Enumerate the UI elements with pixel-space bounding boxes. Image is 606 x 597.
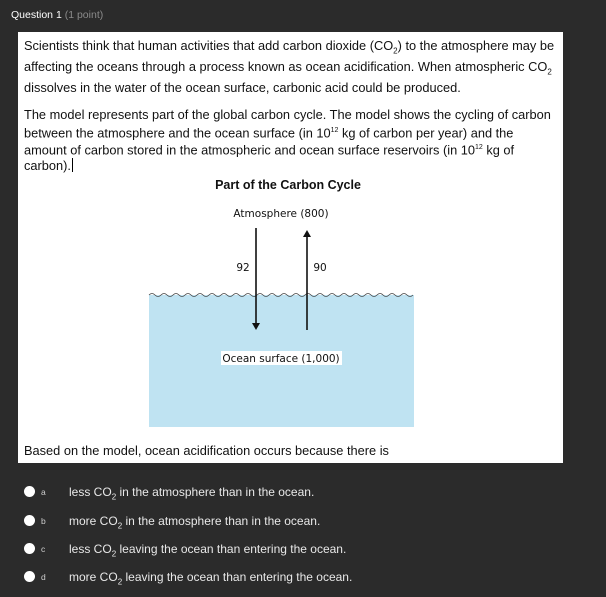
choice-c[interactable] (24, 542, 584, 558)
choice-text-b[interactable]: more $CO_2$ in the atmosphere than in the ocean. (69, 514, 321, 531)
flux-up-arrowhead (303, 230, 311, 237)
flux-down-value: 92 (236, 262, 250, 274)
flux-up-value: 90 (313, 262, 327, 274)
question-prompt (18, 32, 563, 463)
choice-letter-b: b (41, 516, 46, 526)
question-stem: Based on the model, ocean acidification occurs because there is (24, 443, 389, 458)
choice-a[interactable] (24, 485, 584, 501)
intro-paragraph: Scientists think that human activities that add carbon dioxide $(CO_2)$ to the atmosphere may be affecting the oceans through a process known as ocean acidification. When atmospheric $CO_2$ dissolves in the water of the ocean surface, carbonic acid could be produced. (24, 38, 555, 96)
choice-b[interactable] (24, 514, 584, 530)
ocean-label: Ocean surface (1,000) (222, 353, 340, 365)
choice-text-a[interactable]: less $CO_2$ in the atmosphere than in the ocean. (69, 485, 315, 502)
radio-a[interactable] (24, 486, 35, 497)
radio-b[interactable] (24, 515, 35, 526)
choice-letter-c: c (41, 544, 46, 554)
choice-text-d[interactable]: more $CO_2$ leaving the ocean than entering the ocean. (69, 570, 353, 587)
radio-c[interactable] (24, 543, 35, 554)
question-points: (1 point) (64, 9, 104, 21)
model-paragraph: The model represents part of the global carbon cycle. The model shows the cycling of carbon between the atmosphere and the ocean surface (in $10^{12}$ kg of carbon per year) and the amount of carbon stored in the atmospheric and ocean surface reservoirs (in $10^{12}$ kg of carbon). (24, 107, 551, 174)
choice-letter-a: a (41, 487, 46, 497)
question-title: Question 1 (11, 9, 62, 21)
radio-d[interactable] (24, 571, 35, 582)
question-header (11, 9, 103, 21)
choice-letter-d: d (41, 572, 46, 582)
carbon-cycle-diagram (18, 32, 563, 463)
diagram-title: Part of the Carbon Cycle (215, 178, 361, 192)
atmosphere-label: Atmosphere (800) (233, 208, 329, 220)
choice-text-c[interactable]: less $CO_2$ leaving the ocean than entering the ocean. (69, 542, 347, 559)
choice-d[interactable] (24, 570, 584, 586)
